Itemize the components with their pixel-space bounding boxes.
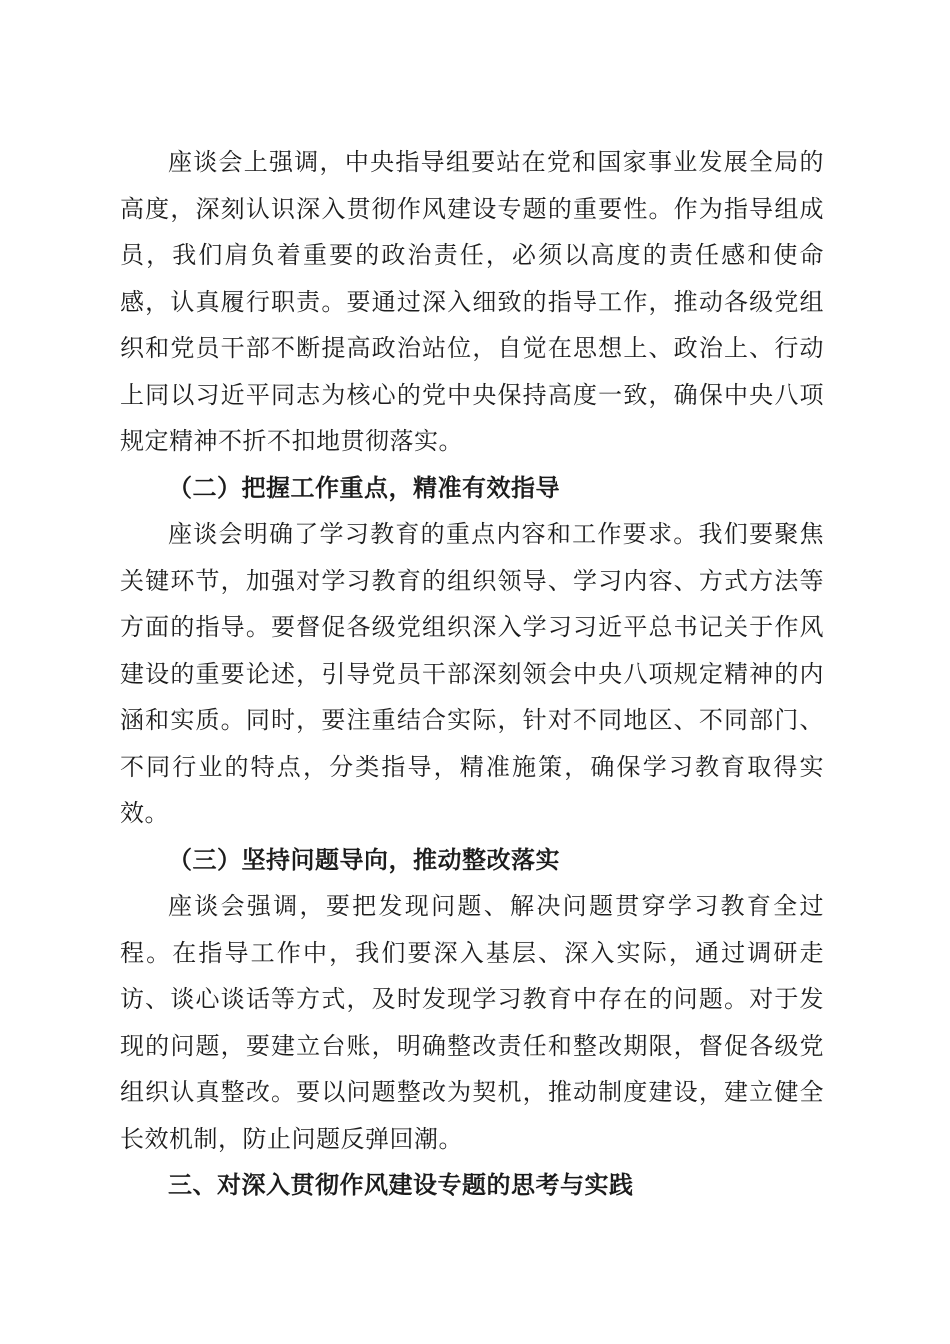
document-body	[120, 139, 824, 1209]
paragraph-learning-education-focus: 座谈会明确了学习教育的重点内容和工作要求。我们要聚焦关键环节，加强对学习教育的组织领导、学习内容、方式方法等方面的指导。要督促各级党组织深入学习习近平总书记关于作风建设的重要论述，引导党员干部深刻领会中央八项规定精神的内涵和实质。同时，要注重结合实际，针对不同地区、不同部门、不同行业的特点，分类指导，精准施策，确保学习教育取得实效。	[120, 520, 824, 827]
section-heading-reflection-practice: 三、对深入贯彻作风建设专题的思考与实践	[168, 1171, 634, 1199]
subheading-work-focus: （二）把握工作重点，精准有效指导	[168, 472, 560, 502]
paragraph-rectification: 座谈会强调，要把发现问题、解决问题贯穿学习教育全过程。在指导工作中，我们要深入基层、深入实际，通过调研走访、谈心谈话等方式，及时发现学习教育中存在的问题。对于发现的问题，要建立台账，明确整改责任和整改期限，督促各级党组织认真整改。要以问题整改为契机，推动制度建设，建立健全长效机制，防止问题反弹回潮。	[120, 892, 824, 1153]
subheading-problem-orientation: （三）坚持问题导向，推动整改落实	[168, 844, 560, 874]
paragraph-political-responsibility: 座谈会上强调，中央指导组要站在党和国家事业发展全局的高度，深刻认识深入贯彻作风建设专题的重要性。作为指导组成员，我们肩负着重要的政治责任，必须以高度的责任感和使命感，认真履行职责。要通过深入细致的指导工作，推动各级党组织和党员干部不断提高政治站位，自觉在思想上、政治上、行动上同以习近平同志为核心的党中央保持高度一致，确保中央八项规定精神不折不扣地贯彻落实。	[120, 148, 824, 455]
